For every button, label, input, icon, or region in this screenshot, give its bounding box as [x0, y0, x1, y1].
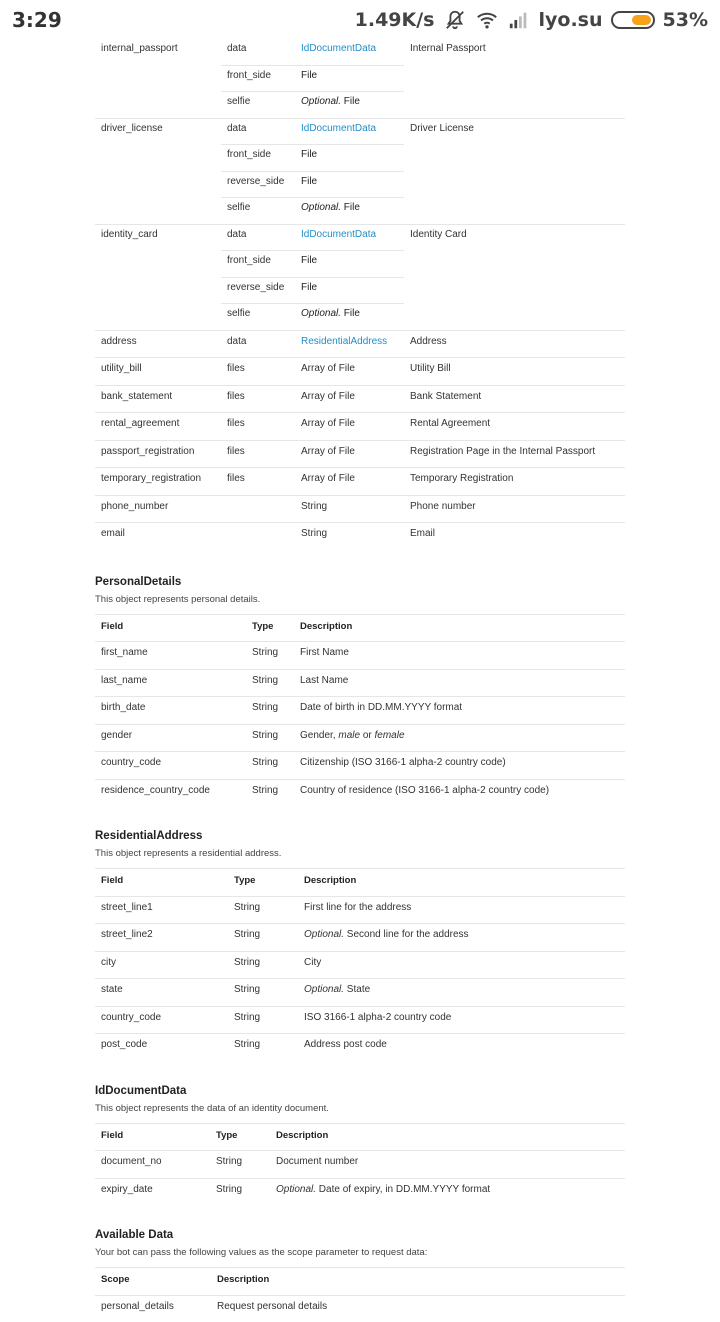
field-cell: last_name	[95, 675, 147, 686]
section-description: This object represents personal details.	[95, 594, 625, 605]
description-cell	[298, 902, 411, 913]
column-header: Scope	[95, 1274, 130, 1285]
description-cell	[294, 730, 405, 741]
column-header: Description	[294, 621, 352, 632]
element-name: address	[95, 336, 137, 347]
table-row	[95, 1150, 625, 1178]
table-row	[95, 751, 625, 779]
type-cell: String	[246, 785, 278, 796]
column-header: Type	[210, 1130, 237, 1141]
type-cell: String	[246, 757, 278, 768]
type-value: File	[301, 176, 317, 187]
section-description: This object represents a residential address.	[95, 848, 625, 859]
section-title: IdDocumentData	[95, 1085, 625, 1097]
sub-type	[295, 202, 360, 213]
sub-field: selfie	[221, 202, 250, 213]
desc-text: Country of residence (ISO 3166-1 alpha-2 country code)	[300, 785, 549, 796]
table-row	[95, 779, 625, 807]
sub-type	[295, 70, 317, 81]
wifi-icon	[475, 9, 499, 31]
description-cell	[294, 785, 549, 796]
type-cell: String	[246, 675, 278, 686]
element-name: bank_statement	[95, 391, 172, 402]
type-link[interactable]	[295, 123, 376, 134]
desc-text: City	[304, 957, 321, 968]
optional-label: Optional.	[304, 929, 344, 940]
sub-field: reverse_side	[221, 282, 284, 293]
element-type: String	[295, 501, 327, 512]
desc-text: Date of birth in DD.MM.YYYY format	[300, 702, 462, 713]
element-row	[95, 522, 625, 550]
table-row	[95, 923, 625, 951]
column-header: Field	[95, 875, 123, 886]
column-header: Type	[246, 621, 273, 632]
table-header	[95, 614, 625, 642]
element-description: Phone number	[404, 501, 476, 512]
element-field: files	[221, 418, 245, 429]
desc-text: Citizenship (ISO 3166-1 alpha-2 country code)	[300, 757, 506, 768]
field-cell: gender	[95, 730, 132, 741]
field-cell: residence_country_code	[95, 785, 210, 796]
element-description: Temporary Registration	[404, 473, 513, 484]
carrier-name: lyo.su	[539, 9, 603, 31]
element-field: files	[221, 363, 245, 374]
type-cell: String	[246, 730, 278, 741]
element-row	[95, 467, 625, 495]
element-group	[95, 118, 625, 224]
field-cell: street_line1	[95, 902, 153, 913]
column-header: Description	[211, 1274, 269, 1285]
desc-text: Date of expiry, in DD.MM.YYYY format	[316, 1184, 490, 1195]
description-cell	[270, 1184, 490, 1195]
type-value: File	[341, 96, 360, 107]
optional-label: Optional.	[301, 96, 341, 107]
element-description: Address	[404, 336, 447, 347]
desc-text: or	[360, 730, 374, 741]
description-cell	[294, 757, 506, 768]
description-cell	[298, 1039, 387, 1050]
table-header	[95, 1267, 625, 1295]
section-description: This object represents the data of an identity document.	[95, 1103, 625, 1114]
optional-label: Optional.	[301, 308, 341, 319]
description-cell	[294, 675, 348, 686]
sub-type	[295, 149, 317, 160]
sub-type	[295, 308, 360, 319]
desc-text: State	[344, 984, 370, 995]
type-cell: String	[210, 1156, 242, 1167]
section-title: Available Data	[95, 1229, 625, 1241]
column-header: Type	[228, 875, 255, 886]
element-name: passport_registration	[95, 446, 194, 457]
sub-type	[295, 282, 317, 293]
element-field: files	[221, 473, 245, 484]
section-title: PersonalDetails	[95, 576, 625, 588]
table-row	[95, 951, 625, 979]
available-data-section	[95, 1229, 625, 1322]
type-cell: String	[246, 647, 278, 658]
type-value: File	[301, 70, 317, 81]
element-type: String	[295, 528, 327, 539]
desc-text: Gender,	[300, 730, 338, 741]
type-value: File	[341, 308, 360, 319]
sub-row-divider	[221, 250, 404, 251]
status-bar	[0, 0, 720, 40]
type-cell: String	[210, 1184, 242, 1195]
field-cell: state	[95, 984, 123, 995]
table-row	[95, 978, 625, 1006]
element-name: utility_bill	[95, 363, 142, 374]
element-name: phone_number	[95, 501, 168, 512]
sub-row-divider	[221, 303, 404, 304]
element-field: data	[221, 336, 246, 347]
page-content	[95, 38, 625, 1322]
element-field: files	[221, 446, 245, 457]
column-header: Field	[95, 1130, 123, 1141]
optional-label: Optional.	[304, 984, 344, 995]
signal-icon	[507, 9, 531, 31]
field-cell: first_name	[95, 647, 148, 658]
desc-text: First Name	[300, 647, 349, 658]
sub-type	[295, 255, 317, 266]
table-row	[95, 1295, 625, 1322]
element-row	[95, 440, 625, 468]
type-cell: String	[228, 1012, 260, 1023]
element-name: driver_license	[95, 123, 163, 134]
table-row	[95, 1033, 625, 1061]
description-cell	[270, 1156, 358, 1167]
description-cell	[298, 984, 370, 995]
table-row	[95, 696, 625, 724]
field-cell: country_code	[95, 1012, 161, 1023]
description-cell	[298, 957, 321, 968]
type-value: File	[301, 149, 317, 160]
table-row	[95, 1006, 625, 1034]
desc-text: ISO 3166-1 alpha-2 country code	[304, 1012, 451, 1023]
residential-address-section	[95, 830, 625, 1061]
type-value: IdDocumentData	[301, 229, 376, 240]
element-type: Array of File	[295, 446, 355, 457]
type-value: IdDocumentData	[301, 123, 376, 134]
sub-row-divider	[221, 171, 404, 172]
id-document-data-table	[95, 1123, 625, 1206]
sub-type	[295, 96, 360, 107]
element-description: Registration Page in the Internal Passport	[404, 446, 595, 457]
element-name: internal_passport	[95, 43, 178, 54]
desc-text: Second line for the address	[344, 929, 469, 940]
field-cell: birth_date	[95, 702, 145, 713]
sub-row-divider	[221, 65, 404, 66]
sub-row-divider	[221, 197, 404, 198]
type-cell: String	[228, 984, 260, 995]
column-header: Description	[270, 1130, 328, 1141]
desc-emphasis: female	[375, 730, 405, 741]
sub-field: selfie	[221, 96, 250, 107]
table-row	[95, 896, 625, 924]
personal-details-section	[95, 576, 625, 807]
column-header: Field	[95, 621, 123, 632]
field-cell: document_no	[95, 1156, 162, 1167]
description-cell	[294, 702, 462, 713]
element-description: Email	[404, 528, 435, 539]
element-row	[95, 385, 625, 413]
sub-field: front_side	[221, 255, 271, 266]
battery-level	[632, 15, 651, 25]
description-cell	[211, 1301, 327, 1312]
column-header: Description	[298, 875, 356, 886]
field-cell: city	[95, 957, 116, 968]
element-name: rental_agreement	[95, 418, 179, 429]
optional-label: Optional.	[276, 1184, 316, 1195]
type-cell: String	[228, 1039, 260, 1050]
section-description: Your bot can pass the following values as the scope parameter to request data:	[95, 1247, 625, 1258]
sub-field: selfie	[221, 308, 250, 319]
element-description: Bank Statement	[404, 391, 481, 402]
description-cell	[294, 647, 349, 658]
element-row	[95, 412, 625, 440]
network-speed: 1.49K/s	[355, 9, 435, 31]
element-description: Rental Agreement	[404, 418, 490, 429]
sub-field: data	[221, 229, 246, 240]
desc-text: Address post code	[304, 1039, 387, 1050]
battery-icon	[611, 11, 655, 29]
desc-emphasis: male	[338, 730, 360, 741]
type-cell: String	[246, 702, 278, 713]
sub-field: data	[221, 43, 246, 54]
element-row	[95, 495, 625, 523]
description-cell	[298, 1012, 451, 1023]
element-type: Array of File	[295, 363, 355, 374]
element-row	[95, 330, 625, 358]
desc-text: Document number	[276, 1156, 358, 1167]
element-name: email	[95, 528, 125, 539]
type-value: File	[301, 282, 317, 293]
table-row	[95, 1178, 625, 1206]
sub-field: reverse_side	[221, 176, 284, 187]
sub-row-divider	[221, 144, 404, 145]
available-data-table	[95, 1267, 625, 1322]
row-divider	[95, 224, 625, 225]
element-description: Identity Card	[404, 229, 467, 240]
optional-label: Optional.	[301, 202, 341, 213]
field-cell: post_code	[95, 1039, 147, 1050]
id-document-data-section	[95, 1085, 625, 1206]
table-row	[95, 669, 625, 697]
element-row	[95, 357, 625, 385]
table-row	[95, 641, 625, 669]
sub-row-divider	[221, 91, 404, 92]
desc-text: Last Name	[300, 675, 348, 686]
element-group	[95, 38, 625, 118]
section-title: ResidentialAddress	[95, 830, 625, 842]
desc-text: Request personal details	[217, 1301, 327, 1312]
element-name: identity_card	[95, 229, 158, 240]
sub-type	[295, 176, 317, 187]
element-name: temporary_registration	[95, 473, 201, 484]
sub-field: front_side	[221, 149, 271, 160]
type-value: File	[301, 255, 317, 266]
status-right	[355, 9, 708, 31]
type-cell: String	[228, 957, 260, 968]
mute-icon	[443, 9, 467, 31]
element-group	[95, 224, 625, 330]
sub-row-divider	[221, 277, 404, 278]
description-cell	[298, 929, 469, 940]
type-link[interactable]	[295, 229, 376, 240]
type-link[interactable]: ResidentialAddress	[295, 336, 387, 347]
field-cell: expiry_date	[95, 1184, 153, 1195]
element-table	[95, 38, 625, 550]
element-field: files	[221, 391, 245, 402]
field-cell: country_code	[95, 757, 161, 768]
table-row	[95, 724, 625, 752]
field-cell: street_line2	[95, 929, 153, 940]
battery-percent: 53%	[663, 9, 708, 31]
sub-field: data	[221, 123, 246, 134]
residential-address-table	[95, 868, 625, 1061]
element-description: Driver License	[404, 123, 474, 134]
element-type: Array of File	[295, 418, 355, 429]
element-description: Internal Passport	[404, 43, 486, 54]
table-header	[95, 1123, 625, 1151]
type-link[interactable]	[295, 43, 376, 54]
type-value: File	[341, 202, 360, 213]
status-time: 3:29	[12, 8, 62, 32]
type-cell: String	[228, 902, 260, 913]
element-type: Array of File	[295, 391, 355, 402]
type-cell: String	[228, 929, 260, 940]
table-header	[95, 868, 625, 896]
element-type: Array of File	[295, 473, 355, 484]
scope-cell: personal_details	[95, 1301, 174, 1312]
row-divider	[95, 118, 625, 119]
personal-details-table	[95, 614, 625, 807]
desc-text: First line for the address	[304, 902, 411, 913]
sub-field: front_side	[221, 70, 271, 81]
element-description: Utility Bill	[404, 363, 451, 374]
type-value: IdDocumentData	[301, 43, 376, 54]
